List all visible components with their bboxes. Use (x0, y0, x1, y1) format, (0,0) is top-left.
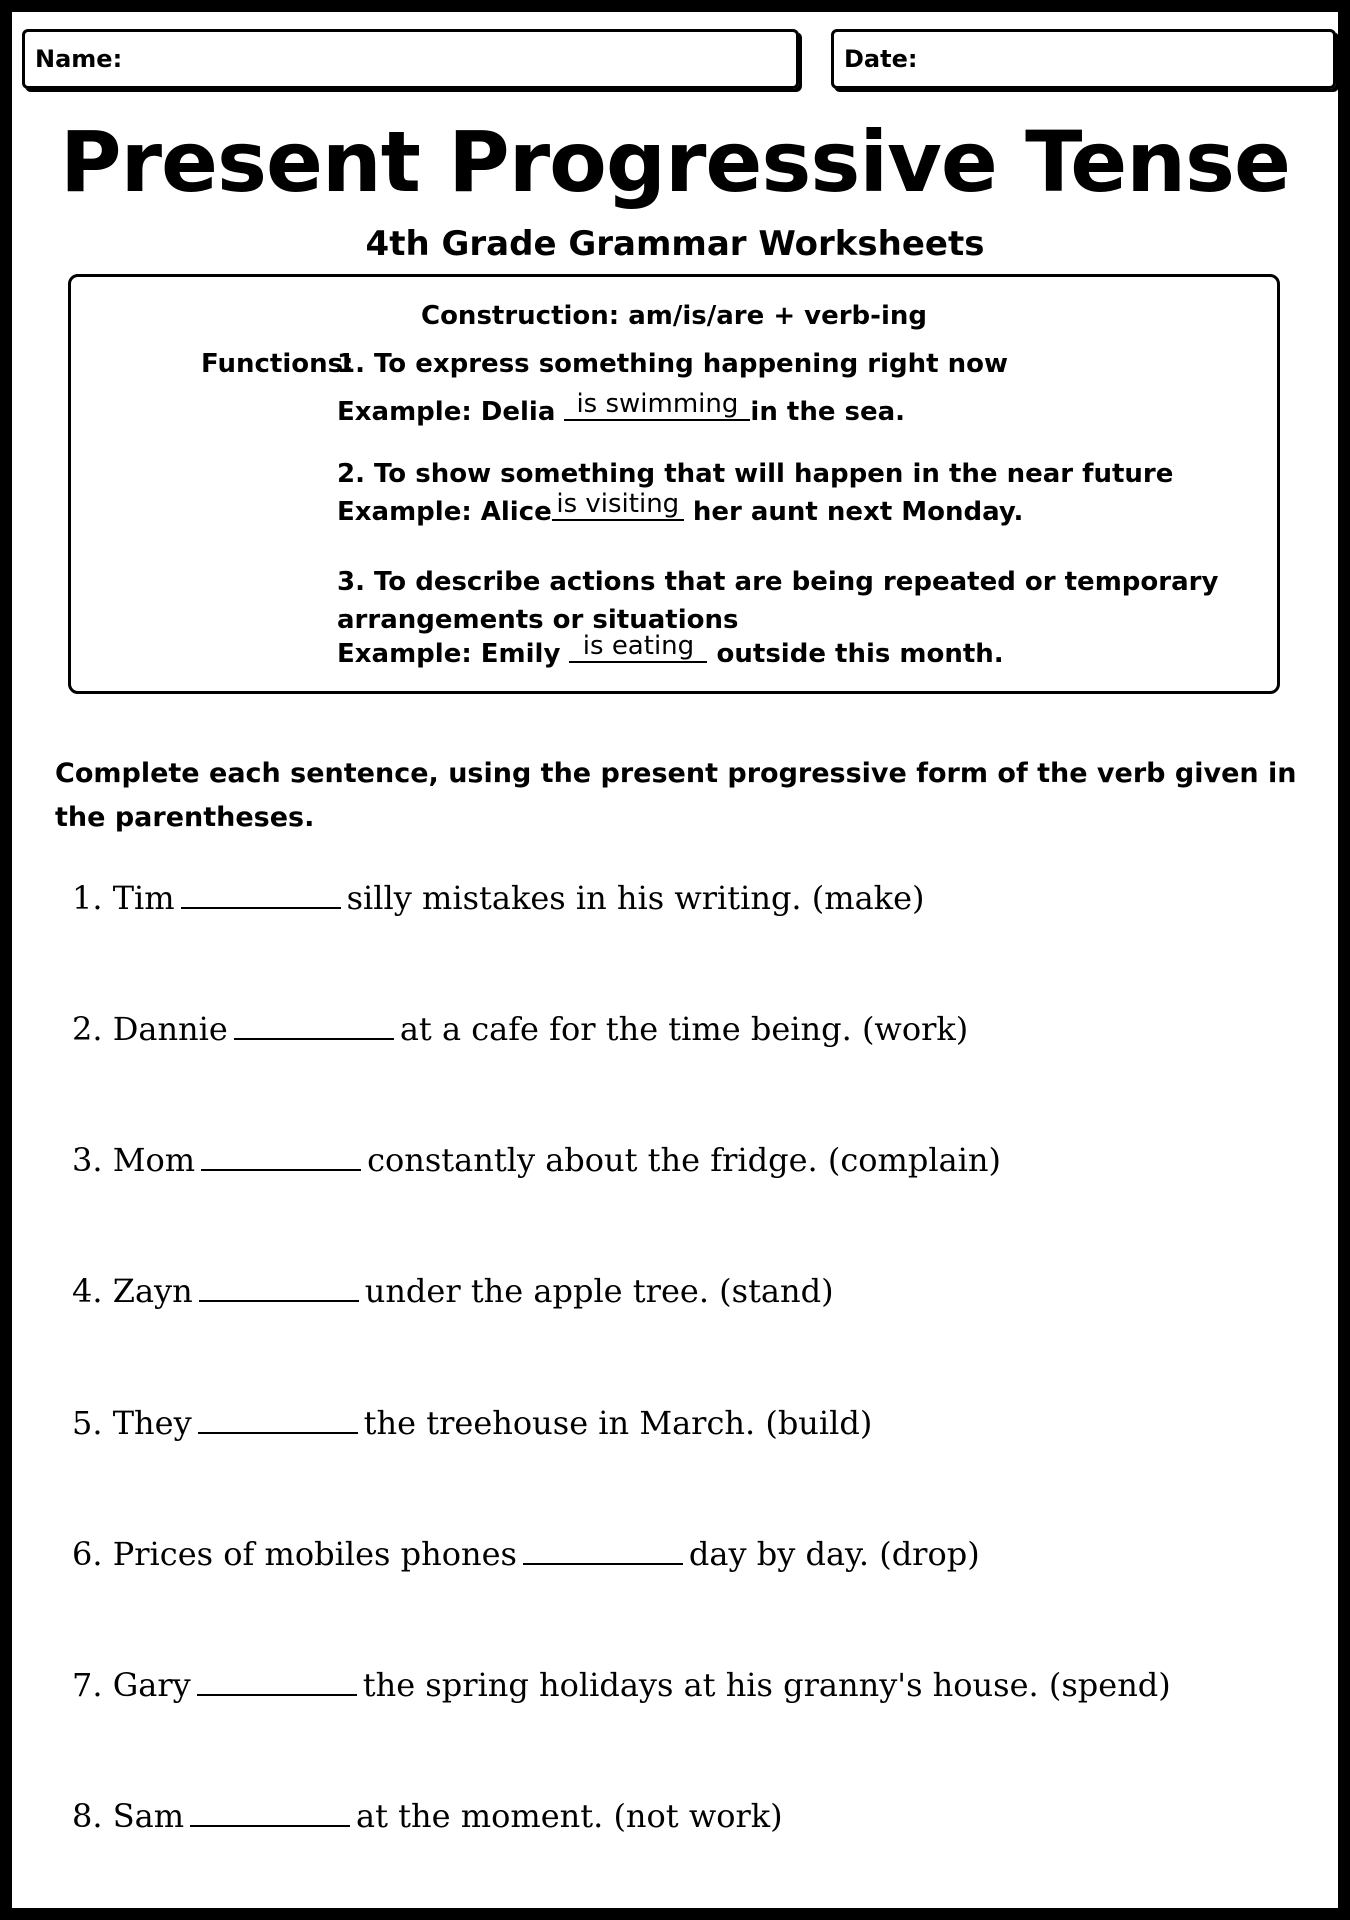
function-1-example (337, 391, 905, 427)
question-2-after: at a cafe for the time being. (work) (399, 1010, 969, 1048)
question-2-before: 2. Dannie (72, 1010, 228, 1048)
question-4-before: 4. Zayn (72, 1272, 193, 1310)
question-8-after: at the moment. (not work) (356, 1797, 783, 1835)
question-1-after: silly mistakes in his writing. (make) (346, 879, 925, 917)
question-6 (72, 1534, 980, 1574)
question-4-blank[interactable] (199, 1274, 359, 1302)
question-6-after: day by day. (drop) (688, 1535, 980, 1573)
example-2-before: Example: Alice (337, 497, 552, 527)
date-field[interactable] (831, 29, 1336, 89)
question-7 (72, 1665, 1171, 1705)
question-8 (72, 1796, 783, 1836)
function-3-example (337, 633, 1004, 669)
name-field[interactable] (22, 29, 799, 89)
question-7-after: the spring holidays at his granny's house. (spend) (362, 1666, 1171, 1704)
page-subtitle: 4th Grade Grammar Worksheets (365, 224, 985, 264)
date-label: Date: (844, 45, 918, 73)
function-1-heading: 1. To express something happening right now (337, 349, 1009, 379)
functions-label: Functions: (201, 349, 354, 379)
grammar-rules-box (68, 274, 1280, 694)
question-2 (72, 1009, 968, 1049)
example-2-answer: is visiting (552, 491, 684, 521)
question-1-blank[interactable] (181, 881, 341, 909)
instructions: Complete each sentence, using the present progressive form of the verb given in the parentheses. (55, 758, 1297, 833)
question-3 (72, 1140, 1001, 1180)
question-8-before: 8. Sam (72, 1797, 185, 1835)
example-2-after: her aunt next Monday. (692, 497, 1024, 527)
question-5-after: the treehouse in March. (build) (363, 1404, 873, 1442)
example-3-answer: is eating (569, 633, 707, 663)
page-title: Present Progressive Tense (60, 113, 1290, 211)
name-label: Name: (35, 45, 123, 73)
question-8-blank[interactable] (190, 1799, 350, 1827)
question-6-before: 6. Prices of mobiles phones (72, 1535, 517, 1573)
function-2-heading: 2. To show something that will happen in the near future (337, 459, 1174, 489)
function-3-heading-line1: 3. To describe actions that are being repeated or temporary (337, 567, 1219, 597)
question-2-blank[interactable] (234, 1012, 394, 1040)
question-5 (72, 1403, 872, 1443)
question-1-before: 1. Tim (72, 879, 175, 917)
question-1 (72, 878, 924, 918)
construction-rule: Construction: am/is/are + verb-ing (420, 301, 927, 331)
function-2-example (337, 491, 1023, 527)
question-7-before: 7. Gary (72, 1666, 191, 1704)
example-3-after: outside this month. (716, 639, 1004, 669)
example-3-before: Example: Emily (337, 639, 561, 669)
example-1-after: in the sea. (750, 397, 906, 427)
question-3-before: 3. Mom (72, 1141, 196, 1179)
question-7-blank[interactable] (197, 1668, 357, 1696)
question-3-blank[interactable] (201, 1143, 361, 1171)
function-3-heading-line2: arrangements or situations (337, 605, 739, 635)
example-1-before: Example: Delia (337, 397, 556, 427)
example-1-answer: is swimming (564, 391, 750, 421)
question-5-before: 5. They (72, 1404, 192, 1442)
question-3-after: constantly about the fridge. (complain) (367, 1141, 1001, 1179)
question-4-after: under the apple tree. (stand) (364, 1272, 834, 1310)
question-6-blank[interactable] (523, 1537, 683, 1565)
question-4 (72, 1271, 834, 1311)
question-5-blank[interactable] (198, 1406, 358, 1434)
